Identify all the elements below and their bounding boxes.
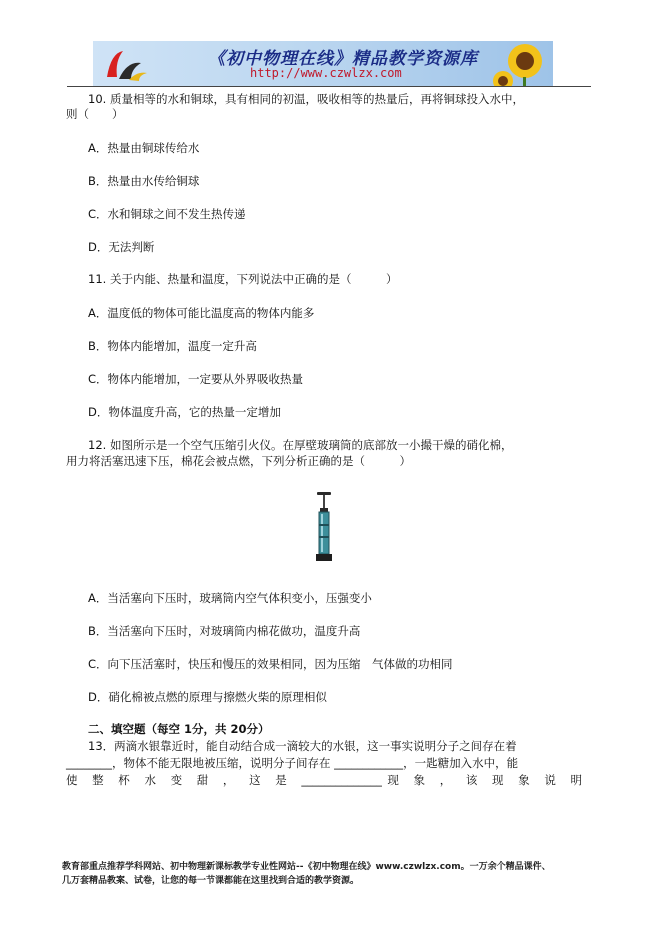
q12-stem-line1: 12. 如图所示是一个空气压缩引火仪。在厚壁玻璃筒的底部放一小撮干燥的硝化棉， xyxy=(88,438,513,452)
sunflower-icon xyxy=(493,41,553,86)
q10-option-c: C．水和铜球之间不发生热传递 xyxy=(88,207,246,221)
q12-option-b: B．当活塞向下压时，对玻璃筒内棉花做功，温度升高 xyxy=(88,624,361,638)
footer-line1: 教育部重点推荐学科网站、初中物理新课标教学专业性网站--《初中物理在线》www.czwlzx.com。一万余个精品课件、 xyxy=(62,862,551,872)
footer-line2: 几万套精品教案、试卷，让您的每一节课都能在这里找到合适的教学资源。 xyxy=(62,876,360,886)
q13-line3: 使 整 杯 水 变 甜 ， 这 是 ______________现 象 ， 该 现 象 说 明 xyxy=(66,773,582,787)
banner-url[interactable]: http://www.czwlzx.com xyxy=(250,66,402,80)
q12-stem-line2: 用力将活塞迅速下压，棉花会被点燃，下列分析正确的是（ ） xyxy=(66,454,411,468)
q10-option-b: B．热量由水传给铜球 xyxy=(88,174,200,188)
air-compression-igniter-figure xyxy=(309,492,339,564)
q11-stem: 11. 关于内能、热量和温度，下列说法中正确的是（ ） xyxy=(88,272,398,286)
q12-option-a: A．当活塞向下压时，玻璃筒内空气体积变小，压强变小 xyxy=(88,591,372,605)
q11-option-b: B．物体内能增加，温度一定升高 xyxy=(88,339,257,353)
q10-option-d: D．无法判断 xyxy=(88,240,155,254)
section2-heading: 二、填空题（每空 1分，共 20分） xyxy=(88,722,270,736)
q12-option-d: D．硝化棉被点燃的原理与擦燃火柴的原理相似 xyxy=(88,690,327,704)
q13-line1: 13．两滴水银靠近时，能自动结合成一滴较大的水银，这一事实说明分子之间存在着 xyxy=(88,739,517,753)
q11-option-c: C．物体内能增加，一定要从外界吸收热量 xyxy=(88,372,304,386)
q13-line2: ________，物体不能无限地被压缩，说明分子间存在 ____________，一匙糖加入水中，能 xyxy=(66,756,519,770)
banner-title: 《初中物理在线》精品教学资源库 xyxy=(208,49,478,69)
q10-stem-line1: 10. 质量相等的水和铜球，具有相同的初温，吸收相等的热量后，再将铜球投入水中， xyxy=(88,92,524,106)
q10-stem-line2: 则（ ） xyxy=(66,107,124,121)
page-footer xyxy=(62,860,607,888)
q12-option-c: C．向下压活塞时，快压和慢压的效果相同，因为压缩 气体做的功相同 xyxy=(88,657,453,671)
q11-option-a: A．温度低的物体可能比温度高的物体内能多 xyxy=(88,306,315,320)
site-logo-icon xyxy=(101,47,149,83)
q11-option-d: D．物体温度升高，它的热量一定增加 xyxy=(88,405,281,419)
q10-option-a: A．热量由铜球传给水 xyxy=(88,141,200,155)
header-rule xyxy=(67,86,591,87)
header-banner xyxy=(93,41,553,86)
